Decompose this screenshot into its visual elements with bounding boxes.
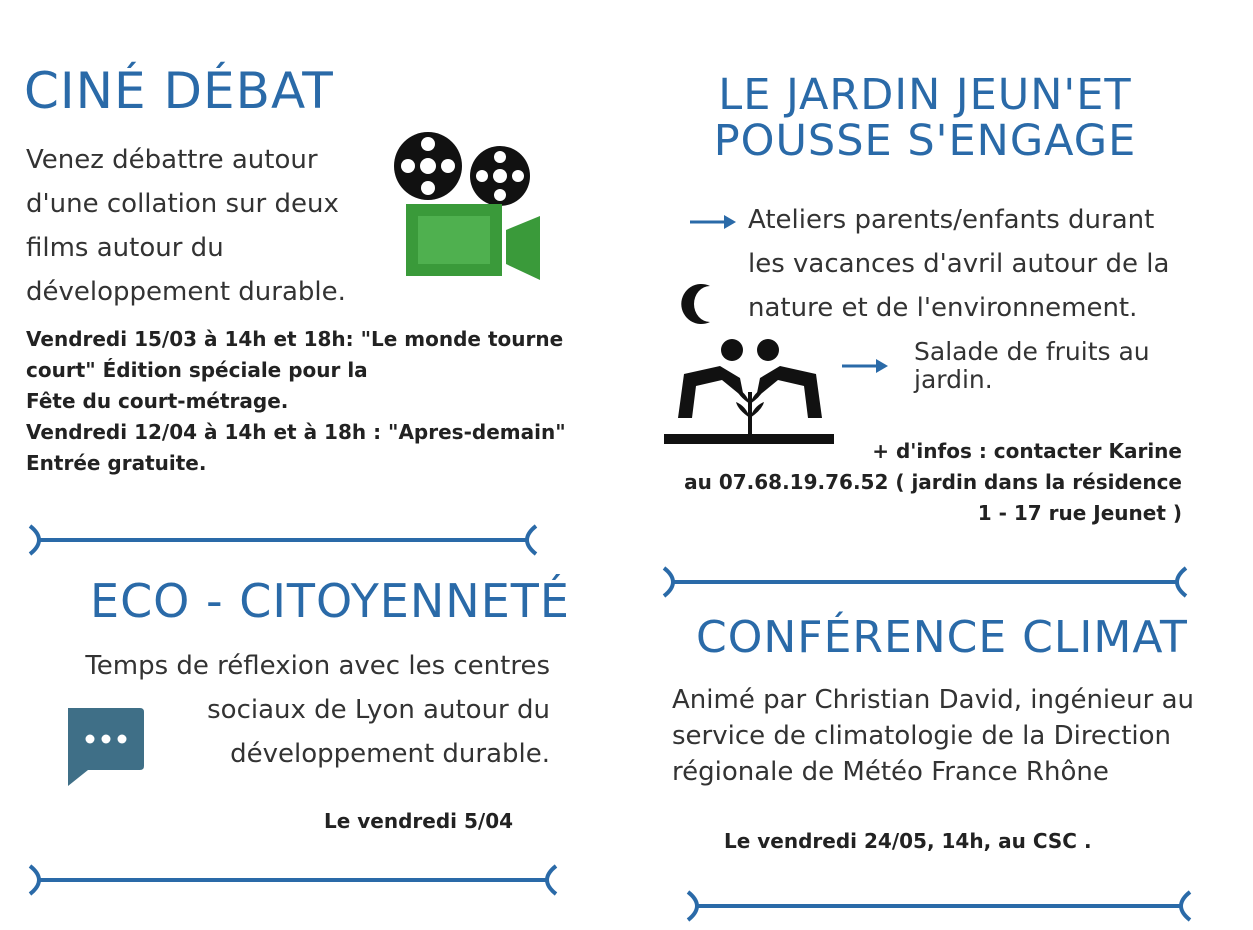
cine-detail-line: court" Édition spéciale pour la bbox=[26, 358, 368, 382]
jardin-title bbox=[640, 72, 1210, 164]
infos-line: + d'infos : contacter Karine bbox=[872, 439, 1182, 463]
conf-description bbox=[672, 682, 1194, 790]
atelier-line: les vacances d'avril autour de la bbox=[748, 249, 1170, 279]
section-divider bbox=[660, 562, 1190, 602]
salade-line: jardin. bbox=[914, 365, 993, 394]
arrow-right-icon bbox=[840, 356, 890, 376]
movie-camera-icon bbox=[388, 130, 548, 290]
jardin-salade bbox=[914, 338, 1150, 394]
eco-text-line: développement durable. bbox=[230, 739, 550, 769]
infos-line: au 07.68.19.76.52 ( jardin dans la résidence bbox=[684, 470, 1182, 494]
eco-title: ECO - CITOYENNETÉ bbox=[90, 574, 570, 628]
gardening-icon bbox=[664, 338, 834, 448]
cine-text-line: films autour du bbox=[26, 233, 224, 263]
cine-text-line: d'une collation sur deux bbox=[26, 189, 339, 219]
chat-bubble-icon bbox=[62, 704, 146, 788]
eco-text-line: Temps de réflexion avec les centres bbox=[85, 651, 550, 681]
conf-text-line: régionale de Météo France Rhône bbox=[672, 757, 1109, 787]
cine-detail-line: Fête du court-métrage. bbox=[26, 389, 289, 413]
moon-icon bbox=[680, 282, 720, 326]
jardin-infos bbox=[600, 436, 1182, 529]
cine-description bbox=[26, 138, 346, 314]
section-divider bbox=[684, 886, 1194, 926]
infos-line: 1 - 17 rue Jeunet ) bbox=[977, 501, 1182, 525]
eco-date: Le vendredi 5/04 bbox=[324, 809, 514, 833]
jardin-title-line: LE JARDIN JEUN'ET bbox=[718, 70, 1132, 120]
conf-text-line: Animé par Christian David, ingénieur au bbox=[672, 685, 1194, 715]
section-divider bbox=[26, 860, 560, 900]
eco-text-line: sociaux de Lyon autour du bbox=[207, 695, 550, 725]
atelier-line: nature et de l'environnement. bbox=[748, 293, 1138, 323]
conf-date: Le vendredi 24/05, 14h, au CSC . bbox=[724, 829, 1092, 853]
jardin-atelier bbox=[748, 198, 1169, 330]
cine-detail-line: Entrée gratuite. bbox=[26, 451, 207, 475]
conf-text-line: service de climatologie de la Direction bbox=[672, 721, 1172, 751]
section-divider bbox=[26, 520, 540, 560]
jardin-title-line: POUSSE S'ENGAGE bbox=[713, 116, 1137, 166]
cine-detail-line: Vendredi 12/04 à 14h et à 18h : "Apres-demain" bbox=[26, 420, 566, 444]
salade-line: Salade de fruits au bbox=[914, 337, 1150, 366]
cine-details bbox=[26, 324, 566, 479]
conf-title: CONFÉRENCE CLIMAT bbox=[696, 612, 1188, 663]
cine-text-line: développement durable. bbox=[26, 277, 346, 307]
atelier-line: Ateliers parents/enfants durant bbox=[748, 205, 1155, 235]
arrow-right-icon bbox=[688, 212, 738, 232]
cine-title: CINÉ DÉBAT bbox=[24, 62, 334, 120]
cine-text-line: Venez débattre autour bbox=[26, 145, 318, 175]
cine-detail-line: Vendredi 15/03 à 14h et 18h: "Le monde tourne bbox=[26, 327, 564, 351]
